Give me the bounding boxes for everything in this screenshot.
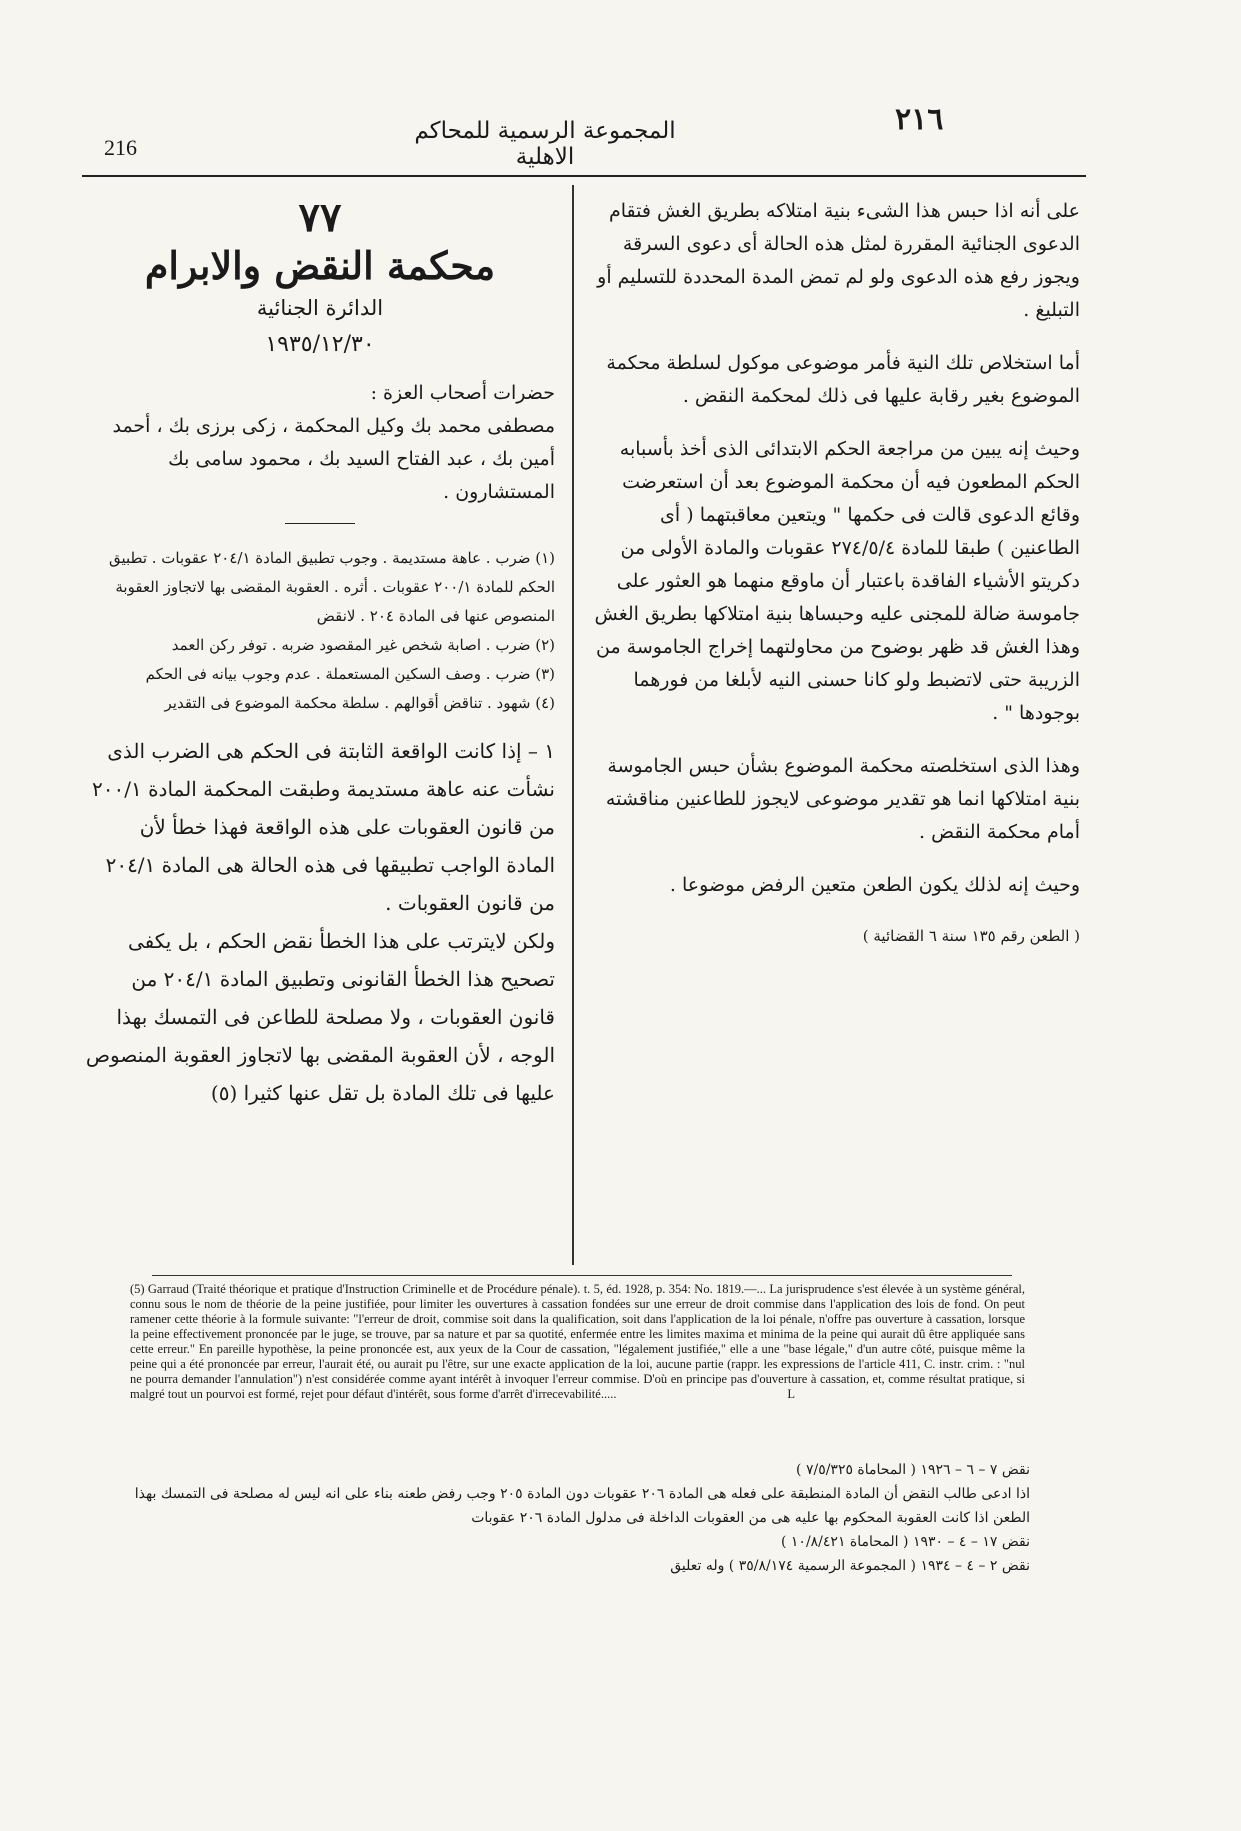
paragraph: وحيث إنه يبين من مراجعة الحكم الابتدائى الذى أخذ بأسبابه الحكم المطعون فيه أن محكمة الموضوع بعد أن استعرضت وقائع الدعوى قالت فى حكمها " ويتعين معاقبتهما ( أى الطاعنين ) طبقا للمادة ٢٧٤/٥/٤ عقوبات والمادة الأولى من دكريتو الأشياء الفاقدة باعتبار أن ماوقع منهما هو العثور على جاموسة ضالة للمجنى عليه وحبساها بنية امتلاكها بطريق الغش وهذا الغش قد ظهر بوضوح من محاولتهما إخراج الجاموسة من الزريبة حتى لاتضبط ولو كانا حسنى النيه لأبلغا من فورهما بوجودها " . <box>594 438 1080 724</box>
judgment-date: ١٩٣٥/١٢/٣٠ <box>265 332 375 357</box>
footnote-line: نقض ٧ – ٦ – ١٩٢٦ ( المحاماة ٧/٥/٣٢٥ ) <box>796 1462 1030 1478</box>
right-column <box>590 195 1080 953</box>
appeal-citation: ( الطعن رقم ١٣٥ سنة ٦ القضائية ) <box>862 927 1080 945</box>
page-number-latin: 216 <box>104 135 137 160</box>
headnote: (٣) ضرب . وصف السكين المستعملة . عدم وجوب بيانه فى الحكم <box>145 665 555 683</box>
headnote: (١) ضرب . عاهة مستديمة . وجوب تطبيق المادة ٢٠٤/١ عقوبات . تطبيق الحكم للمادة ٢٠٠/١ عقوبات . أثره . العقوبة المقضى بها لاتجاوز العقوبة المنصوص عنها فى المادة ٢٠٤ . لانقض <box>108 549 555 625</box>
paragraph: على أنه اذا حبس هذا الشىء بنية امتلاكه بطريق الغش فتقام الدعوى الجنائية المقررة لمثل هذه الحالة أى دعوى السرقة ويجوز رفع هذه الدعوى ولو لم تمض المدة المحددة للتسليم أو التبليغ . <box>597 200 1080 321</box>
footnote-line: نقض ٢ – ٤ – ١٩٣٤ ( المجموعة الرسمية ٣٥/٨/١٧٤ ) وله تعليق <box>670 1558 1030 1574</box>
panel-members: مصطفى محمد بك وكيل المحكمة ، زكى برزى بك ، أحمد أمين بك ، عبد الفتاح السيد بك ، محمود سامى بك المستشارون . <box>112 415 555 503</box>
footnote-line: اذا ادعى طالب النقض أن المادة المنطبقة على فعله هى المادة ٢٠٦ عقوبات دون المادة ٢٠٥ وجب رفض طعنه بناء على انه ليس له مصلحة فى التمسك بهذا الطعن اذا كانت العقوبة المحكوم بها عليه هى من العقوبات الداخلة فى مدلول المادة ٢٠٦ عقوبات <box>134 1486 1030 1526</box>
footnote-french <box>130 1282 1025 1402</box>
footnote-arabic <box>130 1458 1030 1578</box>
circuit-name: الدائرة الجنائية <box>256 296 384 320</box>
headnote: (٢) ضرب . اصابة شخص غير المقصود ضربه . توفر ركن العمد <box>171 636 555 654</box>
running-title: المجموعة الرسمية للمحاكم الاهلية <box>414 118 676 170</box>
headnote: (٤) شهود . تناقض أقوالهم . سلطة محكمة الموضوع فى التقدير <box>164 694 555 712</box>
case-number: ٧٧ <box>298 194 342 241</box>
column-divider <box>572 185 574 1265</box>
paragraph: أما استخلاص تلك النية فأمر موضوعى موكول لسلطة محكمة الموضوع بغير رقابة عليها فى ذلك لمحكمة النقض . <box>606 352 1080 407</box>
ruling-paragraph: ولكن لايترتب على هذا الخطأ نقض الحكم ، بل يكفى تصحيح هذا الخطأ القانونى وتطبيق المادة ٢٠٤/١ من قانون العقوبات ، ولا مصلحة للطاعن فى التمسك بهذا الوجه ، لأن العقوبة المقضى بها لاتجاوز العقوبة المنصوص عليها فى تلك المادة بل تقل عنها كثيرا (٥) <box>85 929 555 1105</box>
footnote-french-text: (5) Garraud (Traité théorique et pratique d'Instruction Criminelle et de Procédure pénale). t. 5, éd. 1928, p. 354: No. 1819.—... La jurisprudence s'est élevée à un système général, connu sous le nom de théorie de la peine justifiée, pour limiter les ouvertures à cassation fondées sur une erreur de droit commise dans l'application des lois de fond. On peut ramener cette théorie à la formule suivante: "l'erreur de droit, commise soit dans la qualification, soit dans l'application de la loi pénale, n'offre pas ouverture à cassation, lorsque la peine effectivement prononcée par le juge, se trouve, par sa nature et par sa quotité, enfermée entre les limites maxima et minima de la peine qui aurait dû être appliquée sans cette erreur." En pareille hypothèse, la peine prononcée est, aux yeux de la Cour de cassation, "légalement justifiée," elle a une "base légale," d'un autre côté, puisque même la peine qui a été prononcée par erreur, l'aurait été, ou aurait pu l'être, sur une exacte application de la loi, aucune partie (rappr. les expressions de l'article 411, C. instr. crim. : "nul ne pourra demander l'annulation") n'est considérée comme ayant intérêt à invoquer l'erreur commise. D'où en principe pas d'ouverture à cassation, et, comme résultat pratique, si malgré tout un pourvoi est formé, rejet pour défaut d'intérêt, sous forme d'arrêt d'irrecevabilité..... <box>130 1282 1025 1401</box>
left-column <box>85 195 555 1112</box>
paragraph: وهذا الذى استخلصته محكمة الموضوع بشأن حبس الجاموسة بنية امتلاكها انما هو تقدير موضوعى لايجوز للطاعنين مناقشته أمام محكمة النقض . <box>605 755 1080 843</box>
paragraph: وحيث إنه لذلك يكون الطعن متعين الرفض موضوعا . <box>669 874 1080 896</box>
separator <box>285 523 355 524</box>
court-name: محكمة النقض والابرام <box>144 243 496 288</box>
page-number-arabic: ٢١٦ <box>895 102 944 137</box>
footnote-rule <box>152 1275 1012 1276</box>
ruling-paragraph: ١ – إذا كانت الواقعة الثابتة فى الحكم هى الضرب الذى نشأت عنه عاهة مستديمة وطبقت المحكمة المادة ٢٠٠/١ من قانون العقوبات على هذه الواقعة فهذا خطأ لأن المادة الواجب تطبيقها فى هذه الحالة هى المادة ٢٠٤/١ من قانون العقوبات . <box>92 739 555 915</box>
footnote-line: نقض ١٧ – ٤ – ١٩٣٠ ( المحاماة ١٠/٨/٤٢١ ) <box>780 1534 1030 1550</box>
footnote-initial: L <box>787 1387 795 1401</box>
panel-heading: حضرات أصحاب العزة : <box>370 382 555 404</box>
header-rule <box>82 175 1086 177</box>
